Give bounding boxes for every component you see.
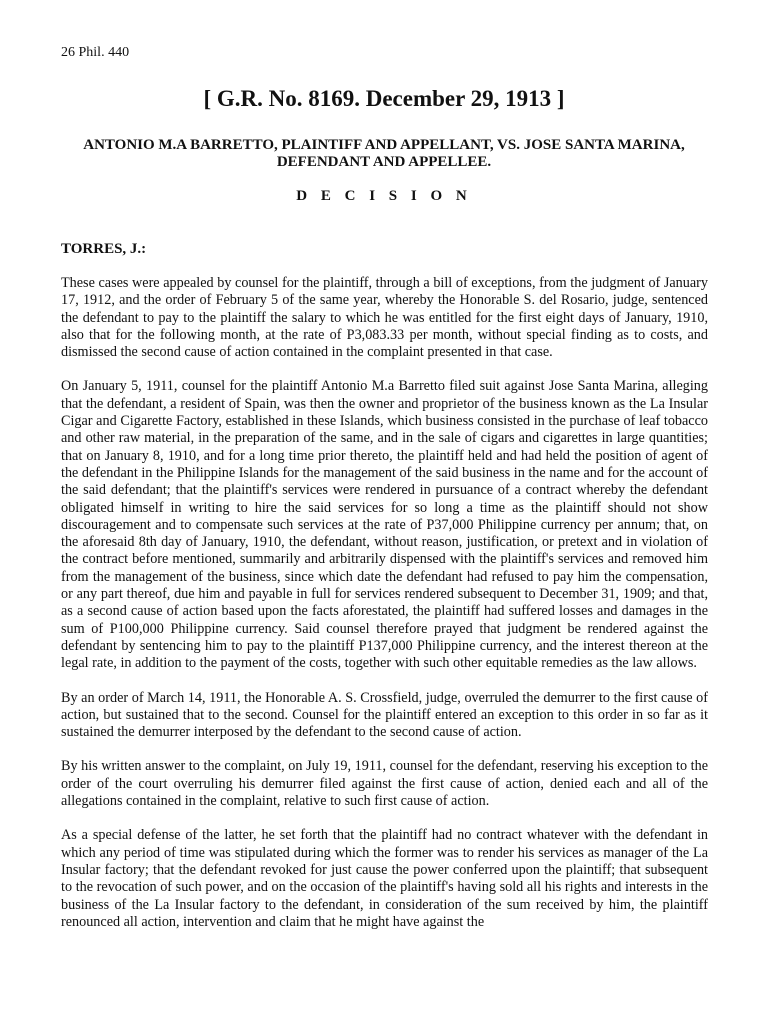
ponente: TORRES, J.: — [61, 241, 147, 257]
paragraph-2: On January 5, 1911, counsel for the plaintiff Antonio M.a Barretto filed suit against Jose Santa Marina, alleging that the defendant, a resident of Spain, was then the owner and proprietor of the business known as the La Insular Cigar and Cigarette Factory, established in these Islands, which business consisted in the purchase of leaf tobacco and other raw material, in the preparation of the same, and in the sale of cigars and cigarettes in large quantities; that on January 8, 1910, and for a long time prior thereto, the plaintiff held and had held the position of agent of the defendant in the Philippine Islands for the management of the said business in the name and for the account of the said defendant; that the plaintiff's services were rendered in pursuance of a contract whereby the defendant obligated himself in writing to hire the said services for so long a time as the plaintiff should not show discouragement and to compensate such services at the rate of P37,000 Philippine currency per annum; that, on the aforesaid 8th day of January, 1910, the defendant, without reason, justification, or pretext and in violation of the contract before mentioned, summarily and arbitrarily dispensed with the plaintiff's services and removed him from the management of the business, since which date the defendant had refused to pay him the compensation, or any part thereof, due him and payable in full for services rendered subsequent to December 31, 1909; and that, as a second cause of action based upon the facts aforestated, the plaintiff had suffered losses and damages in the sum of P100,000 Philippine currency. Said counsel therefore prayed that judgment be rendered against the defendant by sentencing him to pay to the plaintiff P137,000 Philippine currency, and the interest thereon at the legal rate, in addition to the payment of the costs, together with such other equitable remedies as the law allows. — [61, 378, 708, 672]
paragraph-3: By an order of March 14, 1911, the Honorable A. S. Crossfield, judge, overruled the demurrer to the first cause of action, but sustained that to the second. Counsel for the plaintiff entered an exception to this order in so far as it sustained the demurrer interposed by the defendant to the second cause of action. — [61, 689, 708, 741]
case-number-title: [ G.R. No. 8169. December 29, 1913 ] — [203, 86, 565, 111]
paragraph-1: These cases were appealed by counsel for the plaintiff, through a bill of exceptions, from the judgment of January 17, 1912, and the order of February 5 of the same year, whereby the Honorable S. del Rosario, judge, sentenced the defendant to pay to the plaintiff the salary to which he was entitled for the first eight days of January, 1910, also that for the following month, at the rate of P3,083.33 per month, without special finding as to costs, and dismissed the second cause of action contained in the complaint presented in that case. — [61, 275, 708, 361]
decision-body — [61, 275, 708, 948]
citation: 26 Phil. 440 — [61, 45, 130, 60]
paragraph-5: As a special defense of the latter, he set forth that the plaintiff had no contract whatever with the defendant in which any period of time was stipulated during which the former was to render his services as manager of the La Insular factory; that the defendant revoked for just cause the power conferred upon the plaintiff; that subsequent to the revocation of such power, and on the occasion of the plaintiff's having sold all his rights and interests in the business of the La Insular factory to the defendant, in consideration of the sum received by him, the plaintiff renounced all action, intervention and claim that he might have against the — [61, 827, 708, 930]
case-parties: ANTONIO M.A BARRETTO, PLAINTIFF AND APPELLANT, VS. JOSE SANTA MARINA, DEFENDANT AND APPELLEE. — [83, 137, 685, 170]
decision-heading: D E C I S I O N — [296, 188, 472, 204]
paragraph-4: By his written answer to the complaint, on July 19, 1911, counsel for the defendant, reserving his exception to the order of the court overruling his demurrer filed against the first cause of action, denied each and all of the allegations contained in the complaint, relative to such first cause of action. — [61, 758, 708, 810]
